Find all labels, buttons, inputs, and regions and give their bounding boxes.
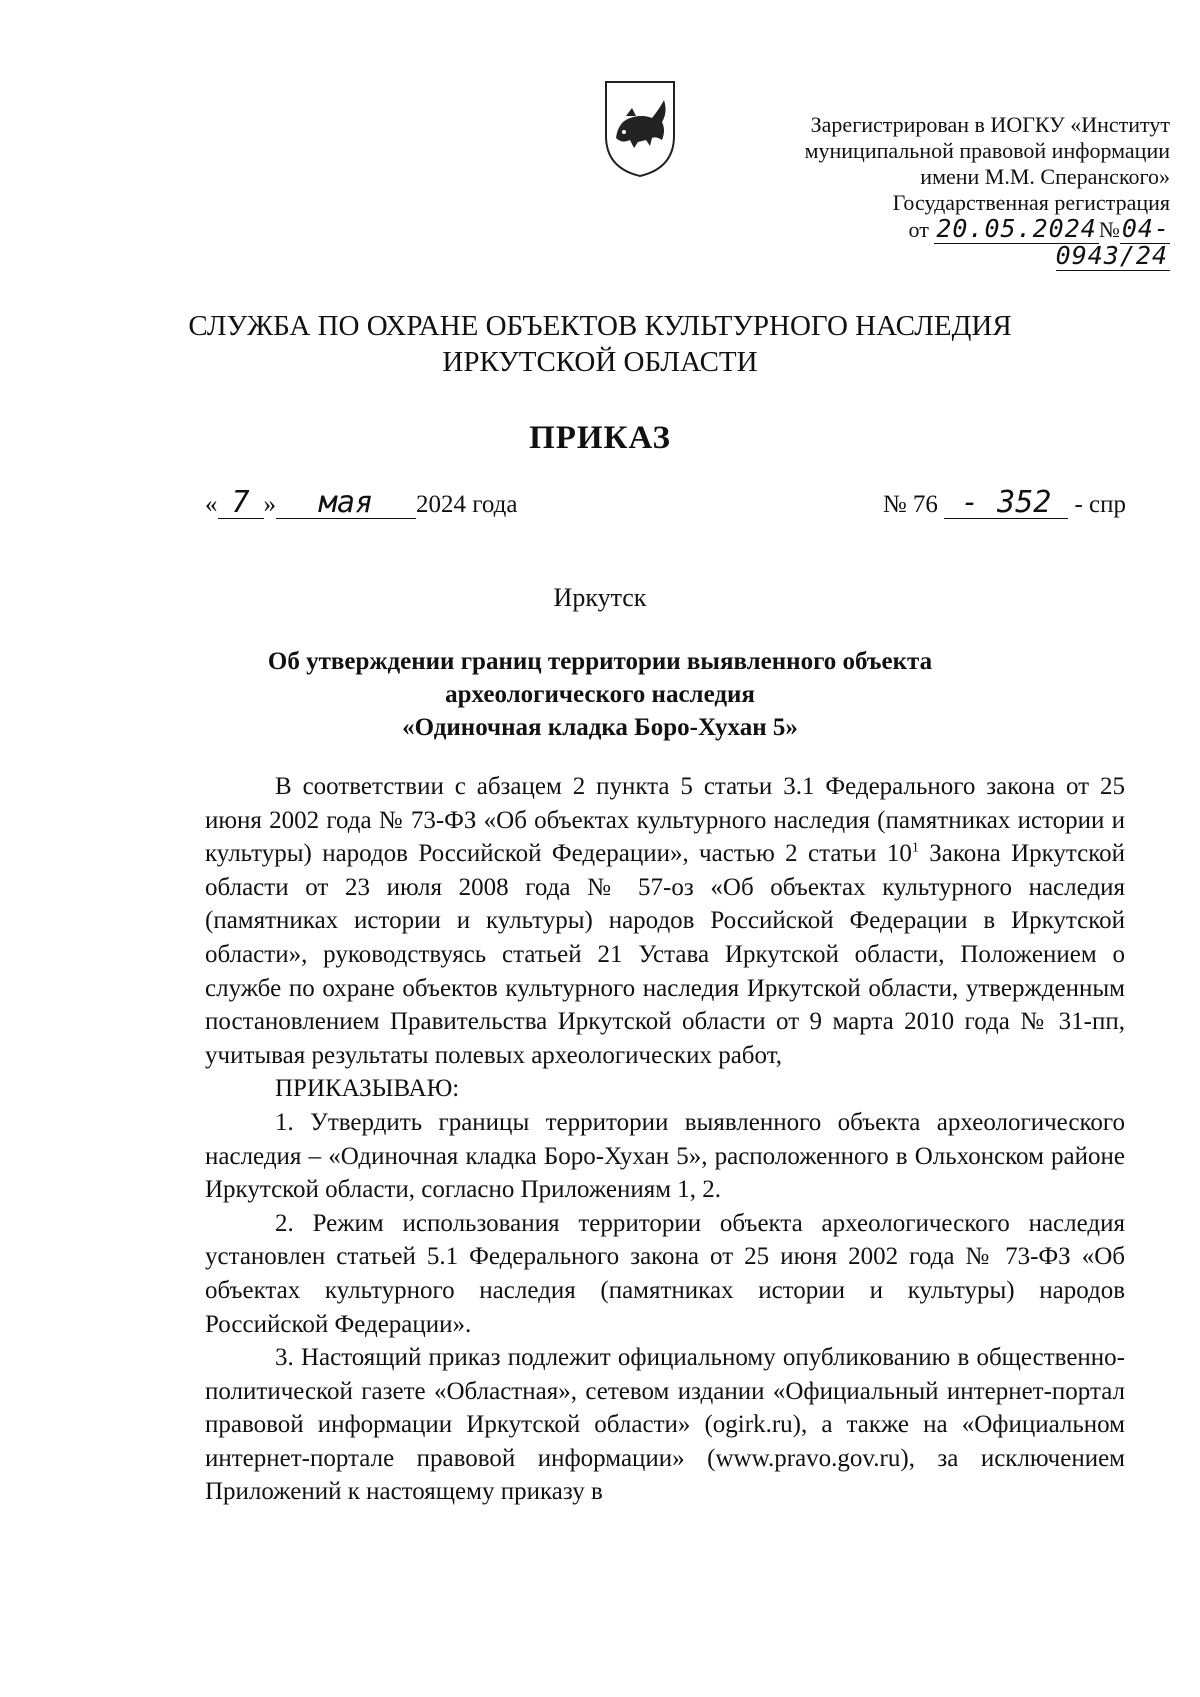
registration-line: Государственная регистрация (892, 190, 1170, 215)
date-day: 7 (231, 485, 250, 520)
article-superscript: 1 (911, 840, 919, 856)
date-open-quote: « (205, 491, 218, 518)
order-number (882, 485, 1126, 520)
date-close-quote: » (263, 491, 276, 518)
city: Иркутск (553, 583, 647, 612)
order-date (205, 485, 518, 520)
registration-line: имени М.М. Сперанского» (920, 164, 1170, 189)
date-month: мая (318, 485, 374, 520)
preamble-text-continued: Закона Иркутской области от 23 июля 2008 года № 57-оз «Об объектах культурного наследия (памятниках истории и культуры) народов Российской Федерации в Иркутской области», руководствуясь статьей 21 Устава Иркутской области, Положением о службе по охране объектов культурного наследия Иркутской области, утвержденным постановлением Правительства Иркутской области от 9 марта 2010 года № 31-пп, учитывая результаты полевых археологических работ, (205, 840, 1126, 1069)
order-item-3: 3. Настоящий приказ подлежит официальному опубликованию в общественно-политической газете «Областная», сетевом издании «Официальный интернет-портал правовой информации Иркутской области» (ogirk.ru), а также на «Официальном интернет-портале правовой информации» (www.pravo.gov.ru), за исключением Приложений к настоящему приказу в (205, 1344, 1125, 1506)
date-year: 2024 года (416, 491, 518, 518)
order-number-prefix: № 76 (882, 491, 938, 518)
document-title (160, 645, 1040, 744)
order-item-2: 2. Режим использования территории объекта археологического наследия установлен статьей 5.1 Федерального закона от 25 июня 2002 года № 73-ФЗ «Об объектах культурного наследия (памятниках истории и культуры) народов Российской Федерации». (205, 1209, 1125, 1338)
document-title-line: археологического наследия (445, 681, 755, 708)
coat-of-arms-icon (602, 78, 678, 180)
date-day-field (218, 485, 264, 520)
preamble-paragraph (205, 770, 1125, 1072)
registration-stamp (800, 112, 1170, 270)
organization-name (0, 308, 1200, 380)
preamble-text: В соответствии с абзацем 2 пункта 5 статьи 3.1 Федерального закона от 25 июня 2002 года № 73-ФЗ «Об объектах культурного наследия (памятниках истории и культуры) народов Российской Федерации», частью 2 статьи 10 (205, 773, 1125, 868)
document-title-line: «Одиночная кладка Боро-Хухан 5» (402, 714, 798, 741)
registration-date-line (800, 216, 1170, 270)
document-type: ПРИКАЗ (529, 420, 671, 456)
order-item-1: 1. Утвердить границы территории выявленного объекта археологического наследия – «Одиночная кладка Боро-Хухан 5», расположенного в Ольхонском районе Иркутской области, согласно Приложениям 1, 2. (205, 1108, 1125, 1204)
document-title-line: Об утверждении границ территории выявленного объекта (267, 648, 933, 675)
registration-date: 20.05.2024 (936, 214, 1097, 243)
registration-line: Зарегистрирован в ИОГКУ «Институт (810, 112, 1170, 137)
date-month-field (276, 485, 416, 520)
order-number-field (944, 485, 1068, 520)
organization-line: ИРКУТСКОЙ ОБЛАСТИ (442, 346, 758, 378)
registration-number-sign: № (1098, 217, 1120, 242)
order-word: ПРИКАЗЫВАЮ: (275, 1075, 460, 1103)
document-body (205, 770, 1125, 1509)
organization-line: СЛУЖБА ПО ОХРАНЕ ОБЪЕКТОВ КУЛЬТУРНОГО НАСЛЕДИЯ (188, 310, 1012, 342)
registration-line: муниципальной правовой информации (804, 138, 1170, 163)
order-number-suffix: - спр (1074, 491, 1126, 518)
registration-prefix: от (908, 217, 929, 242)
registration-number: 04-0943/24 (1055, 214, 1170, 270)
order-number-value: - 352 (961, 485, 1052, 520)
